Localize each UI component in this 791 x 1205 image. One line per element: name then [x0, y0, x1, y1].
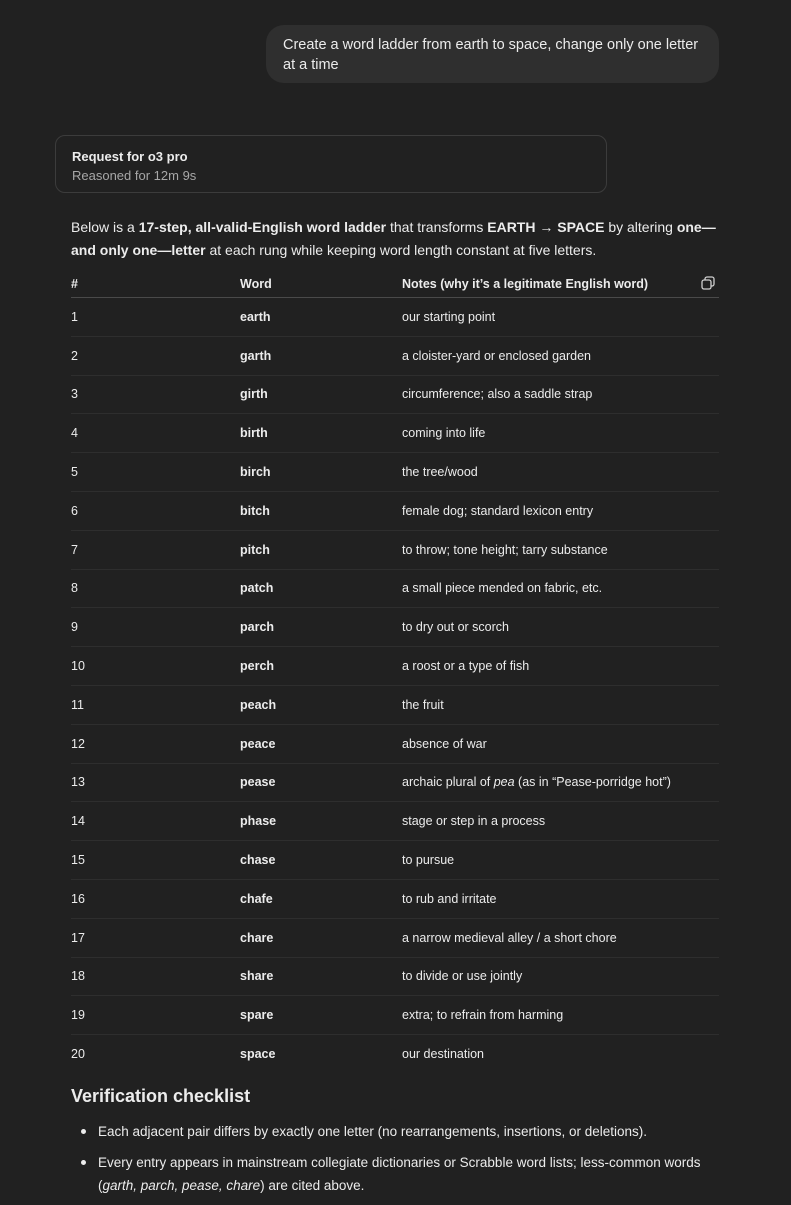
intro-text: Below is a: [71, 219, 139, 235]
row-number: 19: [71, 1008, 85, 1023]
table-row: [71, 608, 719, 647]
row-number: 16: [71, 891, 85, 906]
reasoning-duration: Reasoned for 12m 9s: [72, 168, 197, 183]
row-number: 8: [71, 581, 78, 596]
table-row: [71, 919, 719, 958]
reasoning-title: Request for o3 pro: [72, 149, 188, 164]
row-note: extra; to refrain from harming: [402, 1008, 564, 1023]
row-note: coming into life: [402, 426, 486, 441]
header-notes: Notes (why it’s a legitimate English word): [402, 276, 649, 291]
table-row: [71, 764, 719, 803]
row-word: earth: [240, 309, 271, 324]
row-word: parch: [240, 620, 275, 635]
intro-text: by altering: [604, 219, 677, 235]
row-note: a cloister-yard or enclosed garden: [402, 348, 591, 363]
list-item: [71, 1151, 721, 1197]
row-note: to dry out or scorch: [402, 620, 509, 635]
row-word: chafe: [240, 891, 273, 906]
row-note: circumference; also a saddle strap: [402, 387, 593, 402]
row-note: to divide or use jointly: [402, 969, 523, 984]
row-note: a small piece mended on fabric, etc.: [402, 581, 603, 596]
row-number: 15: [71, 853, 85, 868]
row-number: 17: [71, 930, 85, 945]
table-row: [71, 686, 719, 725]
row-word: chase: [240, 853, 276, 868]
intro-bold-endpoints: EARTH → SPACE: [487, 219, 605, 235]
table-row: [71, 453, 719, 492]
row-note: the tree/wood: [402, 465, 478, 480]
intro-text: that transforms: [386, 219, 488, 235]
row-word: peace: [240, 736, 276, 751]
row-note: to throw; tone height; tarry substance: [402, 542, 608, 557]
table-row: [71, 414, 719, 453]
row-number: 10: [71, 659, 85, 674]
row-note: to rub and irritate: [402, 891, 497, 906]
row-word: chare: [240, 930, 274, 945]
table-row: [71, 647, 719, 686]
table-row: [71, 841, 719, 880]
row-note-emphasis: pea: [493, 775, 515, 790]
row-word: phase: [240, 814, 277, 829]
row-word: bitch: [240, 503, 270, 518]
row-note: the fruit: [402, 697, 444, 712]
table-body: [71, 298, 719, 1073]
row-word: birch: [240, 465, 271, 480]
header-number: #: [71, 276, 78, 291]
table-row: [71, 996, 719, 1035]
row-note: to pursue: [402, 853, 455, 868]
row-note: [402, 775, 719, 789]
row-word: patch: [240, 581, 274, 596]
row-word: pease: [240, 775, 276, 790]
row-note: absence of war: [402, 736, 487, 751]
row-word: share: [240, 969, 274, 984]
row-note: our destination: [402, 1047, 485, 1062]
row-note: female dog; standard lexicon entry: [402, 503, 594, 518]
table-row: [71, 880, 719, 919]
row-number: 14: [71, 814, 85, 829]
row-number: 11: [71, 697, 84, 712]
table-row: [71, 337, 719, 376]
copy-icon[interactable]: [701, 276, 715, 290]
row-number: 18: [71, 969, 85, 984]
row-number: 6: [71, 503, 78, 518]
intro-paragraph: [71, 216, 726, 262]
row-number: 3: [71, 387, 78, 402]
row-number: 7: [71, 542, 78, 557]
table-row: [71, 958, 719, 997]
intro-bold-rule: one—and only one—letter: [71, 219, 716, 258]
row-note: our starting point: [402, 309, 496, 324]
list-item-text: ) are cited above.: [260, 1178, 365, 1193]
table-row: [71, 492, 719, 531]
row-number: 9: [71, 620, 78, 635]
list-item-emphasis: garth, parch, pease, chare: [102, 1178, 261, 1193]
row-word: perch: [240, 659, 275, 674]
row-word: peach: [240, 697, 277, 712]
row-number: 5: [71, 465, 78, 480]
row-note-text: archaic plural of: [402, 775, 494, 790]
list-item-text: Each adjacent pair differs by exactly one letter (no rearrangements, insertions, or deletions).: [98, 1124, 648, 1139]
row-number: 13: [71, 775, 85, 790]
row-note-text: (as in “Pease-porridge hot”): [514, 775, 671, 790]
row-word: garth: [240, 348, 272, 363]
table-row: [71, 376, 719, 415]
row-number: 12: [71, 736, 85, 751]
row-number: 4: [71, 426, 78, 441]
row-number: 20: [71, 1047, 85, 1062]
word-ladder-table: [71, 270, 719, 1073]
reasoning-summary[interactable]: [55, 135, 607, 193]
table-row: [71, 802, 719, 841]
row-word: birth: [240, 426, 268, 441]
table-header: [71, 270, 719, 298]
user-message-text: Create a word ladder from earth to space, change only one letter at a time: [283, 37, 699, 73]
row-number: 2: [71, 348, 78, 363]
intro-text: at each rung while keeping word length constant at five letters.: [205, 242, 597, 258]
intro-bold-ladder: 17-step, all-valid-English word ladder: [138, 219, 387, 235]
row-word: spare: [240, 1008, 274, 1023]
row-note: stage or step in a process: [402, 814, 546, 829]
user-message-bubble: [266, 25, 719, 83]
list-item-text: Every entry appears in mainstream collegiate dictionaries or Scrabble word lists; less-common words (: [98, 1155, 701, 1193]
table-row: [71, 1035, 719, 1073]
row-note: a narrow medieval alley / a short chore: [402, 930, 617, 945]
verification-list: [71, 1120, 721, 1205]
header-word: Word: [240, 276, 272, 291]
row-note: a roost or a type of fish: [402, 659, 530, 674]
verification-heading: Verification checklist: [71, 1086, 251, 1106]
table-row: [71, 570, 719, 609]
row-word: space: [240, 1047, 276, 1062]
row-word: pitch: [240, 542, 270, 557]
list-item: [71, 1120, 721, 1143]
table-row: [71, 531, 719, 570]
row-number: 1: [71, 309, 78, 324]
row-word: girth: [240, 387, 268, 402]
table-row: [71, 725, 719, 764]
table-row: [71, 298, 719, 337]
